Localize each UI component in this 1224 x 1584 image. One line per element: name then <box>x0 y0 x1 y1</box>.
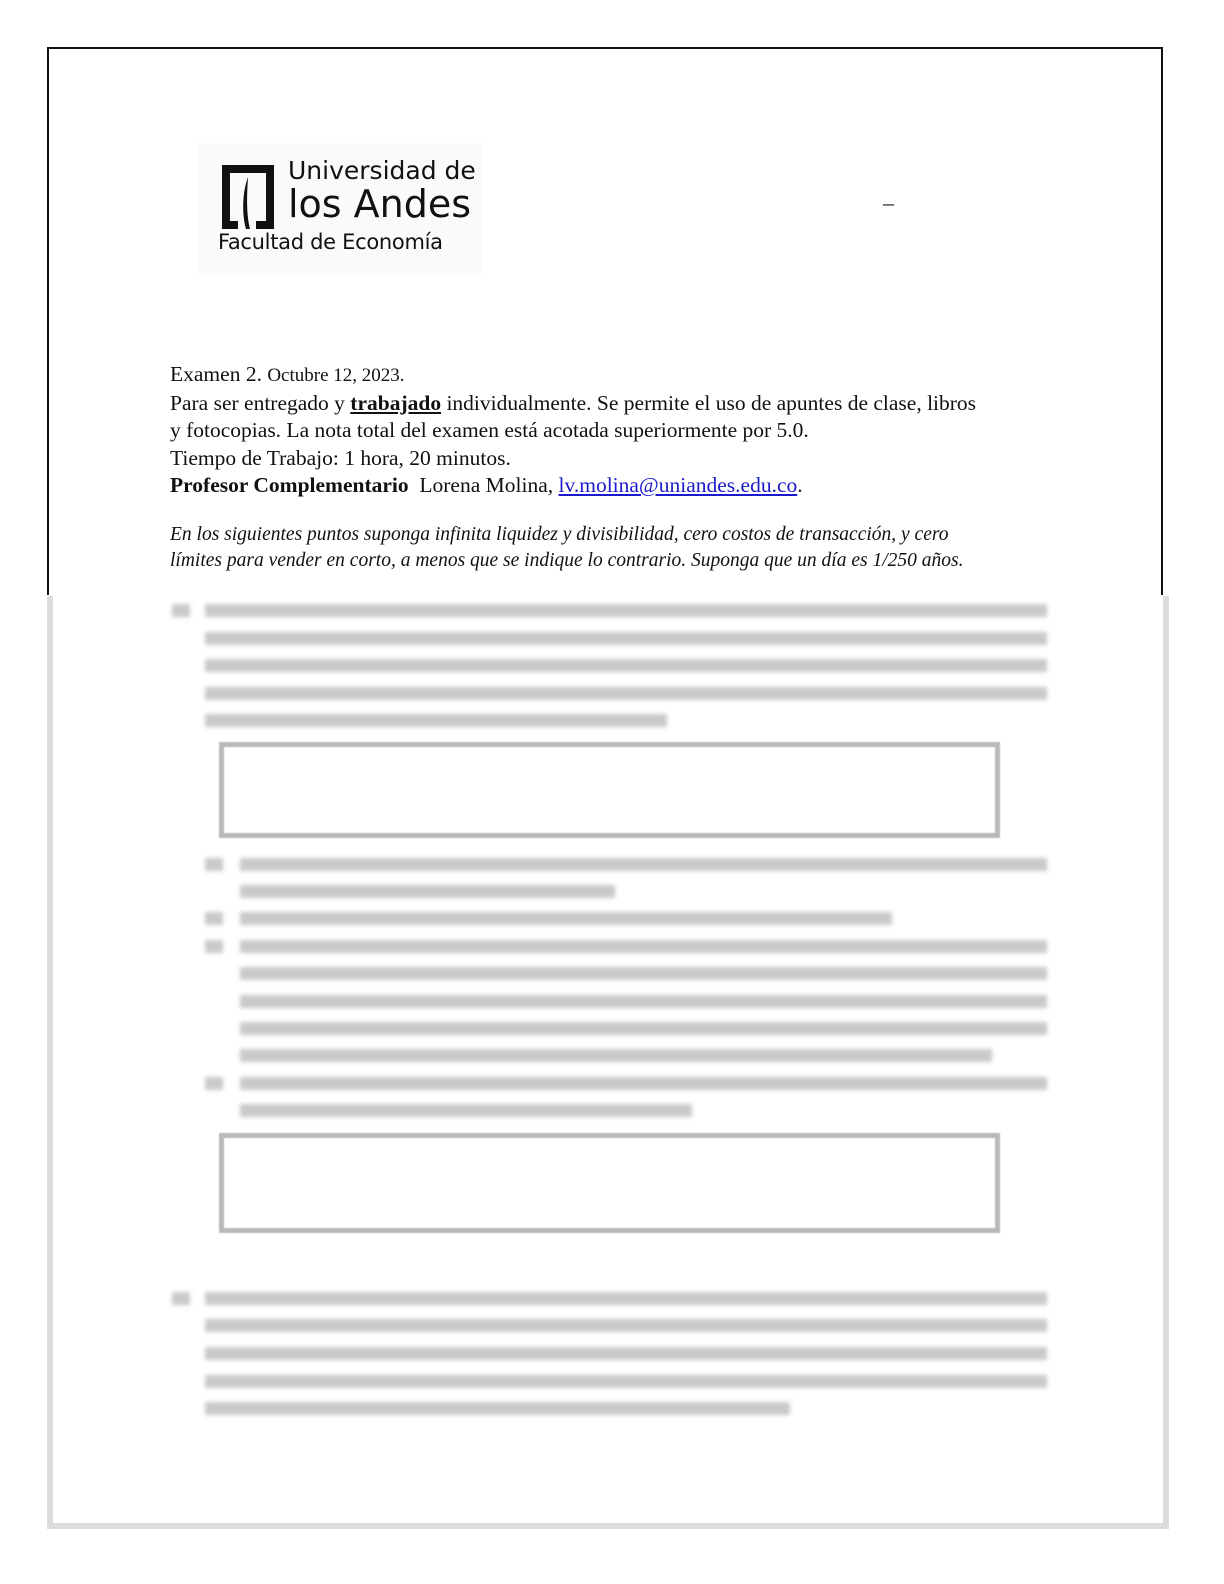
redacted-line <box>240 1022 1047 1035</box>
professor-label: Profesor Complementario <box>170 473 409 497</box>
time-limit: Tiempo de Trabajo: 1 hora, 20 minutos. <box>170 445 511 470</box>
redacted-line <box>205 1292 1047 1305</box>
redacted-line <box>205 1347 1047 1360</box>
redacted-line <box>205 1375 1047 1388</box>
header-dash: – <box>883 190 894 215</box>
redacted-line <box>240 1049 992 1062</box>
redacted-line <box>205 604 1047 617</box>
exam-date: Octubre 12, 2023. <box>267 365 405 386</box>
redacted-line <box>205 659 1047 672</box>
logo-text-line2: los Andes <box>288 182 472 226</box>
redacted-line <box>240 858 1047 871</box>
exam-label: Examen 2. <box>170 362 262 386</box>
redacted-line <box>240 1104 692 1117</box>
instructions-emphasis: trabajado <box>350 390 442 415</box>
logo-text-line3: Facultad de Economía <box>218 230 443 254</box>
redacted-line <box>240 940 1047 953</box>
redacted-line <box>240 967 1047 980</box>
professor-email-link[interactable]: lv.molina@uniandes.edu.co <box>558 473 798 497</box>
redacted-line <box>205 1077 223 1090</box>
redacted-line <box>240 995 1047 1008</box>
instructions-line-2: y fotocopias. La nota total del examen está acotada superiormente por 5.0. <box>170 418 809 442</box>
assumptions-line-1: En los siguientes puntos suponga infinita liquidez y divisibilidad, cero costos de transacción, y cero <box>170 524 949 545</box>
answer-box-2 <box>219 1133 1000 1233</box>
redacted-line <box>205 1402 790 1415</box>
redacted-line <box>240 885 615 898</box>
redacted-line <box>205 1319 1047 1332</box>
instructions-text-post: individualmente. Se permite el uso de apuntes de clase, libros <box>441 390 977 415</box>
redacted-line <box>240 1077 1047 1090</box>
redacted-line <box>205 687 1047 700</box>
redacted-line <box>172 604 190 617</box>
instructions-text-pre: Para ser entregado y <box>170 390 351 415</box>
assumptions-line-2: límites para vender en corto, a menos que se indique lo contrario. Suponga que un día es 1/250 años. <box>170 550 964 571</box>
redacted-line <box>205 632 1047 645</box>
redacted-line <box>205 940 223 953</box>
redacted-line <box>205 912 223 925</box>
logo-text-line1: Universidad de <box>288 156 476 185</box>
redacted-line <box>240 912 892 925</box>
answer-box-1 <box>219 742 1000 838</box>
redacted-line <box>205 714 667 727</box>
professor-name: Lorena Molina, <box>419 473 554 497</box>
professor-line-end: . <box>797 473 803 497</box>
redacted-line <box>205 858 223 871</box>
redacted-line <box>172 1292 190 1305</box>
